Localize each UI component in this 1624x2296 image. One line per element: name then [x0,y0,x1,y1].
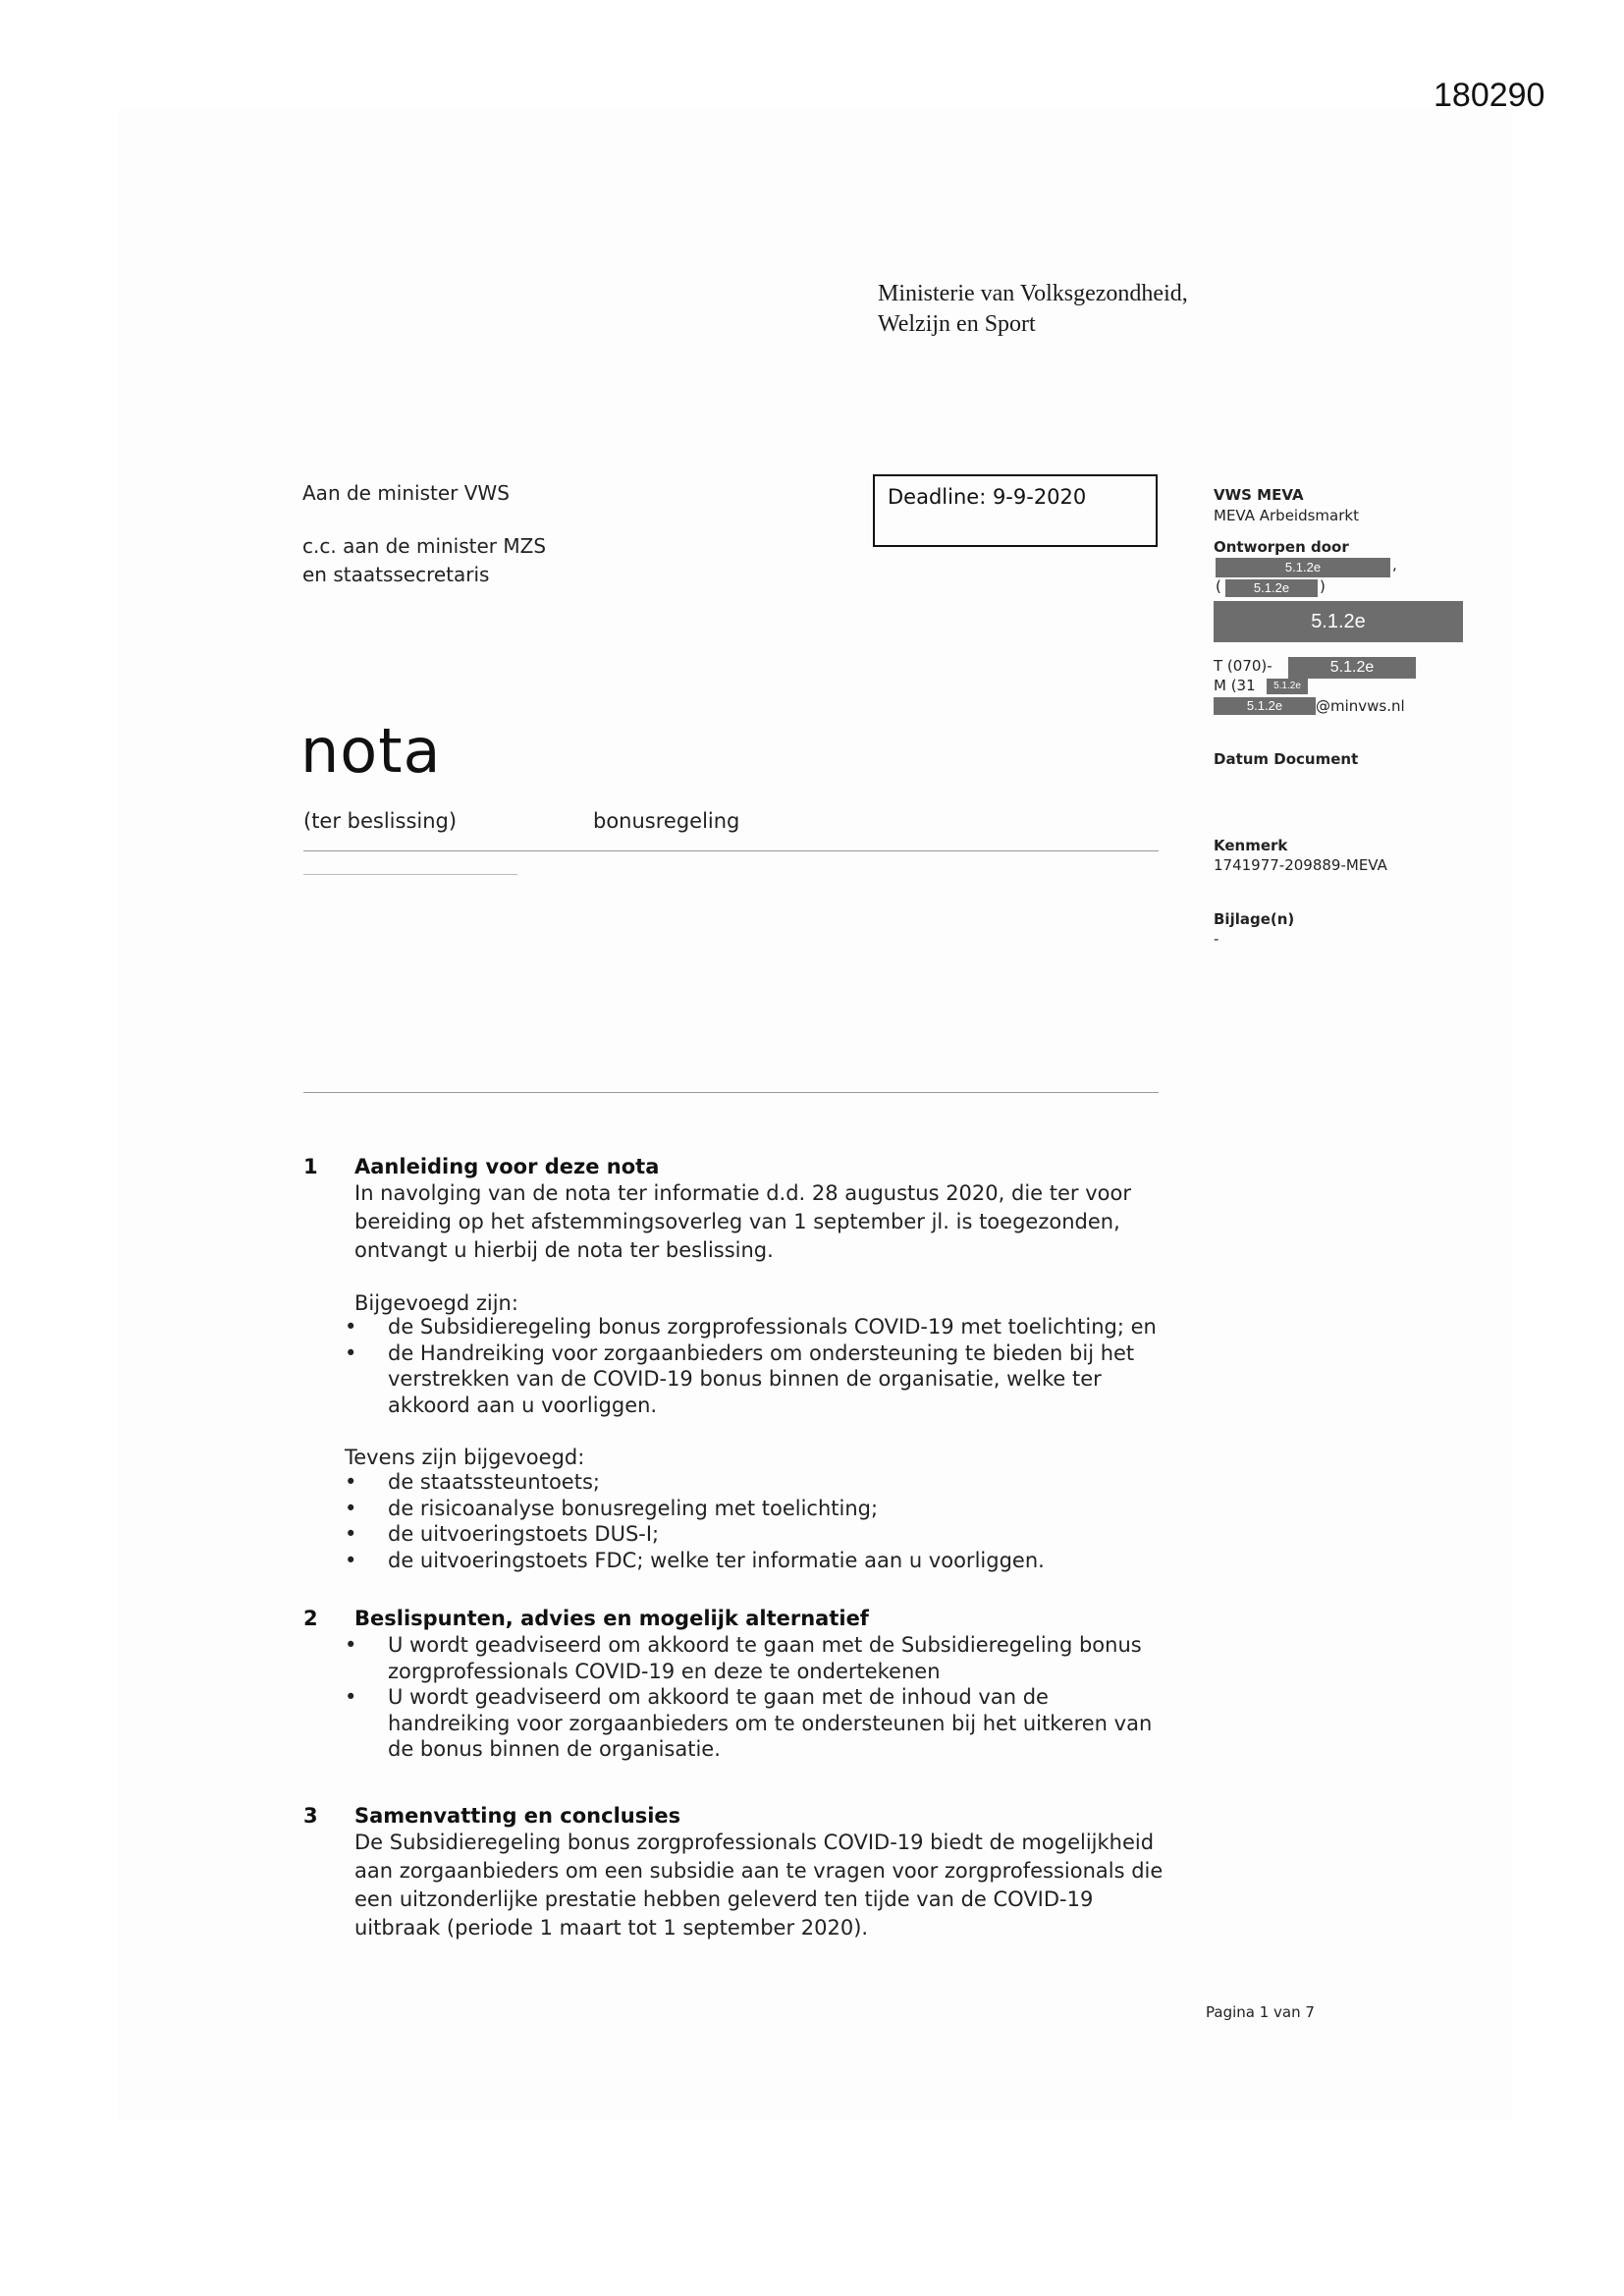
list-item-line: de uitvoeringstoets DUS-I; [388,1522,660,1546]
advice-list [345,1632,1152,1763]
list-item [345,1496,1045,1522]
addressee-cc-1: c.c. aan de minister MZS [302,534,547,558]
list-item [345,1548,1045,1574]
document-number: 180290 [1434,77,1545,114]
paragraph-line: bereiding op het afstemmingsoverleg van 1 september jl. is toegezonden, [354,1210,1120,1233]
sidebar-paren-open: ( [1216,577,1221,595]
addressee-to: Aan de minister VWS [302,481,510,505]
list-item [345,1632,1152,1684]
paragraph-line: In navolging van de nota ter informatie d.d. 28 augustus 2020, die ter voor [354,1181,1131,1205]
ministry-logo-text [878,279,1188,340]
redaction-block: 5.1.2e [1288,657,1416,679]
redaction-block: 5.1.2e [1214,601,1463,642]
paragraph-line: een uitzonderlijke prestatie hebben geleverd ten tijde van de COVID-19 [354,1887,1094,1911]
list-item-line: zorgprofessionals COVID-19 en deze te ondertekenen [388,1659,941,1683]
sidebar-subdept: MEVA Arbeidsmarkt [1214,507,1359,524]
bullet: • [345,1340,357,1365]
divider [303,1092,1159,1093]
bullet: • [345,1470,357,1494]
bullet: • [345,1633,357,1657]
sidebar-dept: VWS MEVA [1214,486,1304,504]
redaction-block: 5.1.2e [1216,558,1390,577]
ministry-line-1: Ministerie van Volksgezondheid, [878,281,1188,306]
section-heading: Beslispunten, advies en mogelijk alternatief [354,1607,869,1630]
list-item [345,1340,1157,1419]
sidebar-email-suffix: @minvws.nl [1316,697,1405,715]
bullet: • [345,1315,357,1339]
list-item-line: de uitvoeringstoets FDC; welke ter informatie aan u voorliggen. [388,1548,1045,1572]
addressee-block [302,479,546,589]
redaction-block: 5.1.2e [1214,697,1316,715]
section-heading: Aanleiding voor deze nota [354,1155,660,1178]
sidebar-comma: , [1392,556,1397,574]
list-item-line: de Subsidieregeling bonus zorgprofessionals COVID-19 met toelichting; en [388,1315,1157,1339]
also-list [345,1469,1045,1573]
list-item-line: U wordt geadviseerd om akkoord te gaan met de inhoud van de [388,1685,1049,1709]
sidebar-mobile-prefix: M (31 [1214,677,1256,694]
sidebar-date-label: Datum Document [1214,750,1359,768]
ministry-line-2: Welzijn en Sport [878,311,1036,337]
bullet: • [345,1496,357,1520]
paragraph-line: aan zorgaanbieders om een subsidie aan te vragen voor zorgprofessionals die [354,1859,1164,1883]
list-item-line: de bonus binnen de organisatie. [388,1737,721,1761]
sidebar-designed-by-label: Ontworpen door [1214,538,1349,556]
divider [303,874,517,875]
doc-type: (ter beslissing) [303,809,458,833]
page-number: Pagina 1 van 7 [1206,2003,1315,2021]
sidebar-paren-close: ) [1320,577,1326,595]
list-item-line: akkoord aan u voorliggen. [388,1393,658,1417]
section-paragraph [354,1829,1163,1942]
list-item-line: de staatssteuntoets; [388,1470,600,1494]
sidebar-ref-label: Kenmerk [1214,837,1288,854]
bullet: • [345,1685,357,1709]
list-item-line: verstrekken van de COVID-19 bonus binnen de organisatie, welke ter [388,1367,1102,1391]
bullet: • [345,1548,357,1572]
list-item [345,1521,1045,1548]
sidebar-phone-prefix: T (070)- [1214,657,1272,675]
page-title: nota [300,715,442,787]
attached-intro: Bijgevoegd zijn: [354,1291,518,1315]
attached-list [345,1314,1157,1418]
page-sheet [118,108,1512,2121]
doc-subject: bonusregeling [593,809,740,833]
sidebar-attachments-label: Bijlage(n) [1214,910,1295,928]
redaction-block: 5.1.2e [1267,679,1308,694]
section-heading: Samenvatting en conclusies [354,1804,681,1828]
bullet: • [345,1522,357,1546]
list-item-line: handreiking voor zorgaanbieders om te ondersteunen bij het uitkeren van [388,1711,1153,1735]
list-item-line: de Handreiking voor zorgaanbieders om ondersteuning te bieden bij het [388,1340,1135,1365]
divider [303,850,1159,851]
list-item-line: U wordt geadviseerd om akkoord te gaan met de Subsidieregeling bonus [388,1633,1142,1657]
section-number: 1 [303,1155,318,1178]
paragraph-line: ontvangt u hierbij de nota ter beslissing. [354,1238,774,1262]
redaction-block: 5.1.2e [1225,579,1318,597]
paragraph-line: De Subsidieregeling bonus zorgprofessionals COVID-19 biedt de mogelijkheid [354,1831,1155,1854]
list-item [345,1684,1152,1763]
section-number: 3 [303,1804,318,1828]
also-intro: Tevens zijn bijgevoegd: [345,1446,585,1469]
section-number: 2 [303,1607,318,1630]
list-item [345,1469,1045,1496]
paragraph-line: uitbraak (periode 1 maart tot 1 september 2020). [354,1916,869,1940]
addressee-cc-2: en staatssecretaris [302,563,490,586]
deadline-label: Deadline: 9-9-2020 [888,485,1087,509]
list-item [345,1314,1157,1340]
list-item-line: de risicoanalyse bonusregeling met toelichting; [388,1496,879,1520]
sidebar-ref-value: 1741977-209889-MEVA [1214,856,1387,874]
section-paragraph [354,1179,1131,1265]
sidebar-attachments-value: - [1214,930,1219,948]
